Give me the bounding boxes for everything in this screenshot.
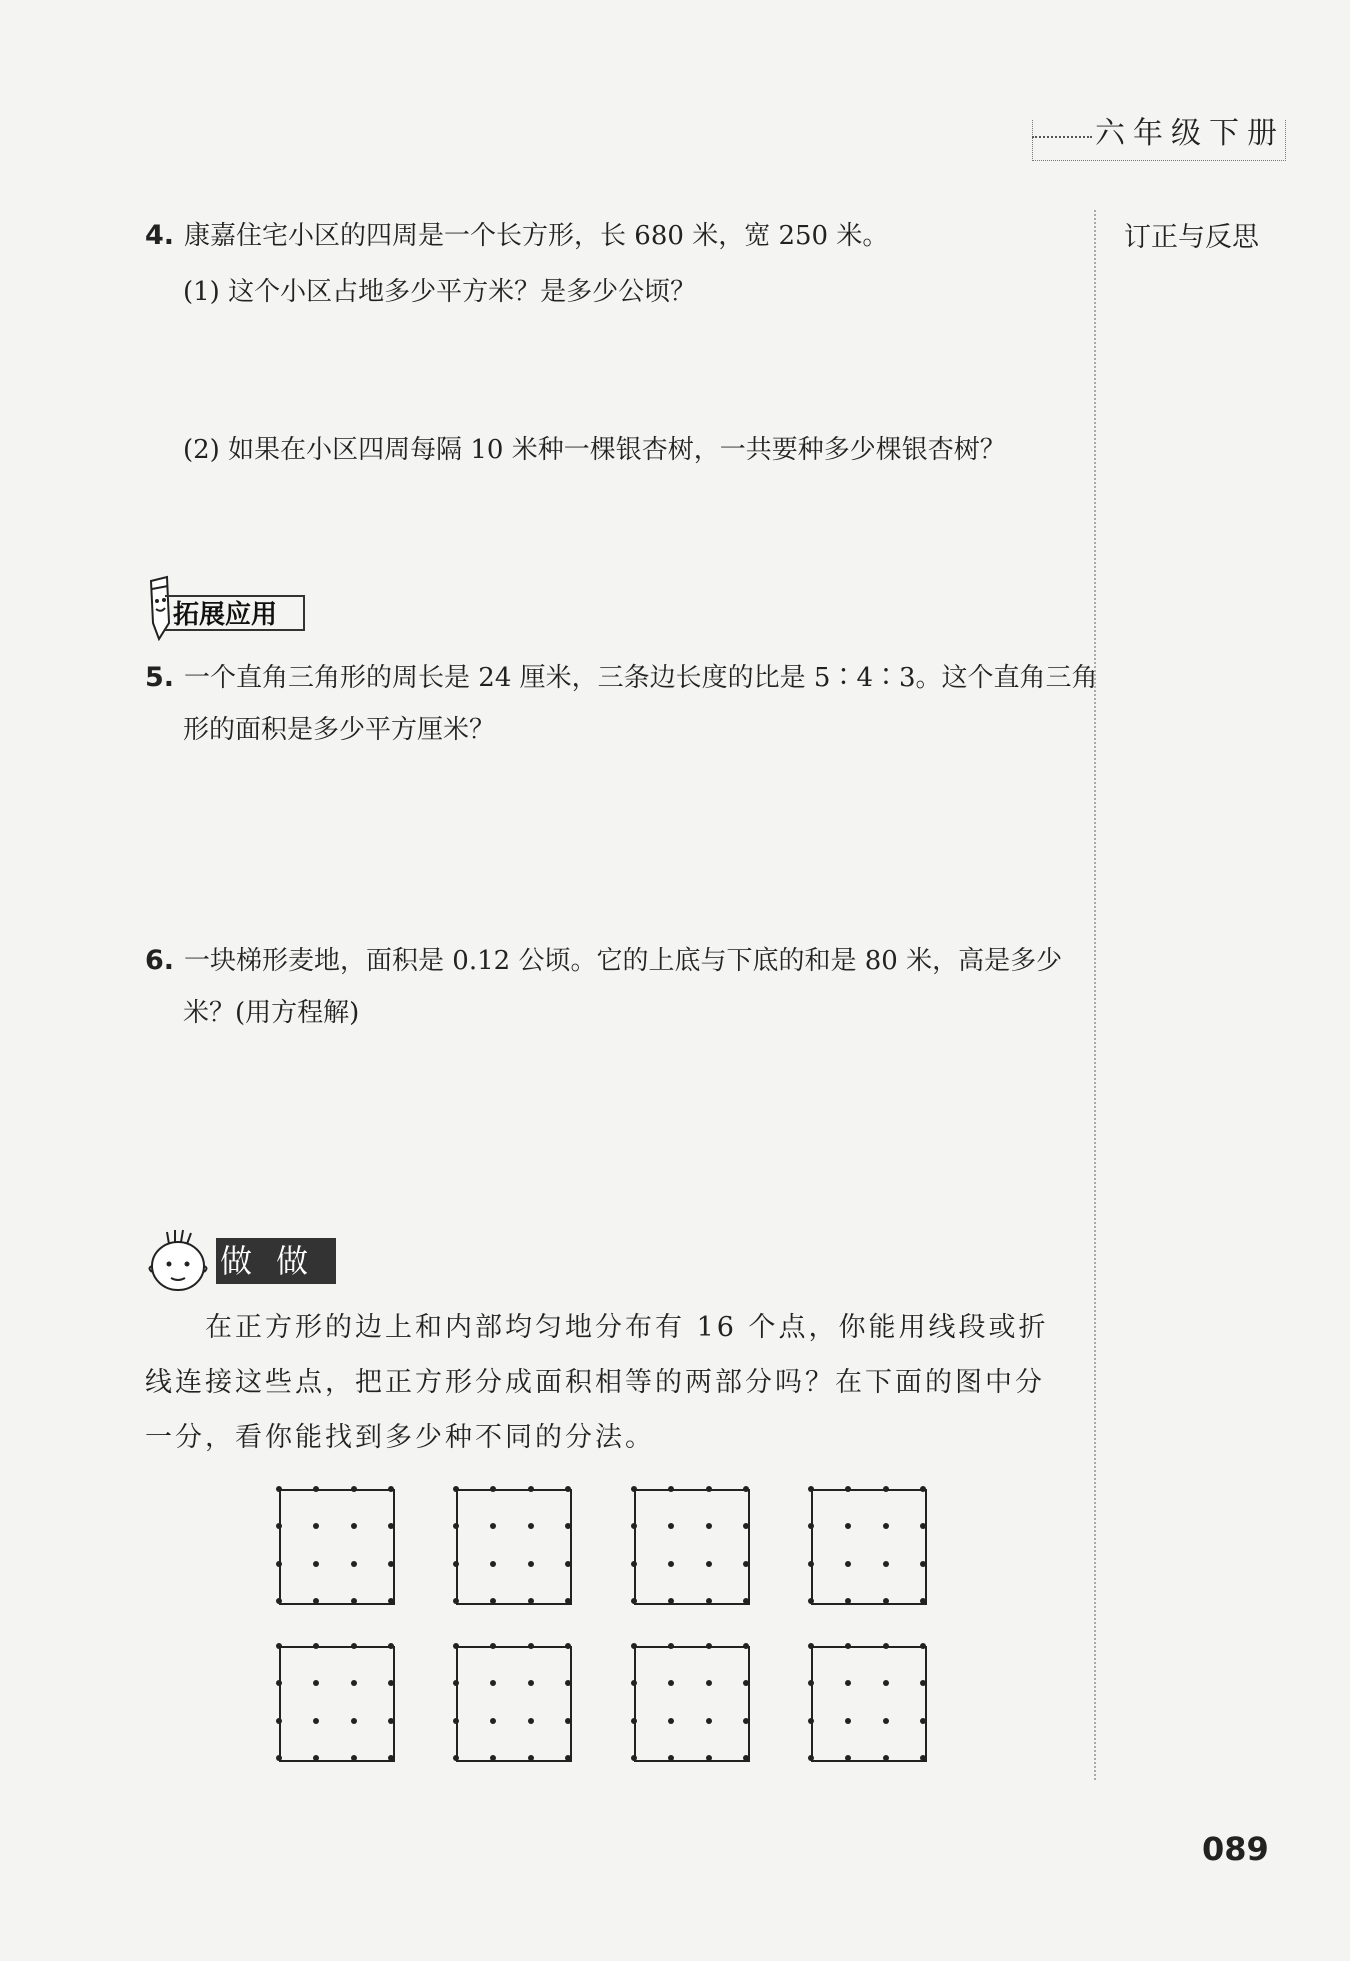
dot-grid-square[interactable] [634, 1489, 750, 1605]
grid-dot[interactable] [351, 1598, 357, 1604]
grid-dot[interactable] [920, 1680, 926, 1686]
grid-dot[interactable] [276, 1680, 282, 1686]
dot-grid-square[interactable] [279, 1489, 395, 1605]
dot-grid-square[interactable] [279, 1646, 395, 1762]
question-5 [145, 652, 1108, 756]
grid-dot[interactable] [528, 1486, 534, 1492]
grid-dot[interactable] [528, 1680, 534, 1686]
grid-dot[interactable] [351, 1643, 357, 1649]
section-tag-extension: 拓展应用 [165, 595, 305, 631]
grid-dot[interactable] [631, 1718, 637, 1724]
grid-dot[interactable] [490, 1598, 496, 1604]
grade-label: 六年级下册 [1095, 116, 1285, 151]
grid-dot[interactable] [528, 1755, 534, 1761]
grid-dot[interactable] [845, 1523, 851, 1529]
grid-dot[interactable] [845, 1598, 851, 1604]
grid-dot[interactable] [313, 1523, 319, 1529]
grid-dot[interactable] [845, 1680, 851, 1686]
grid-dot[interactable] [743, 1680, 749, 1686]
grid-dot[interactable] [668, 1598, 674, 1604]
grid-dot[interactable] [351, 1523, 357, 1529]
grid-dot[interactable] [351, 1718, 357, 1724]
grid-dot[interactable] [388, 1523, 394, 1529]
grid-dot[interactable] [388, 1598, 394, 1604]
dot-grid-square[interactable] [456, 1489, 572, 1605]
grid-dot[interactable] [313, 1486, 319, 1492]
grid-dot[interactable] [920, 1486, 926, 1492]
grid-dot[interactable] [313, 1680, 319, 1686]
grid-dot[interactable] [743, 1718, 749, 1724]
section-tag-do-it: 做做 [216, 1238, 336, 1284]
grid-dot[interactable] [845, 1718, 851, 1724]
grid-dot[interactable] [920, 1643, 926, 1649]
grid-dot[interactable] [808, 1486, 814, 1492]
grid-dot[interactable] [706, 1598, 712, 1604]
grid-dot[interactable] [743, 1561, 749, 1567]
grid-dot[interactable] [808, 1680, 814, 1686]
cartoon-face-icon [143, 1226, 213, 1296]
grid-dot[interactable] [631, 1523, 637, 1529]
question-4 [145, 210, 1065, 262]
grid-dot[interactable] [808, 1523, 814, 1529]
grid-dot[interactable] [490, 1755, 496, 1761]
question-6 [145, 935, 1108, 1039]
question-number: 4. [145, 220, 175, 251]
grid-dot[interactable] [388, 1486, 394, 1492]
grid-dot[interactable] [313, 1561, 319, 1567]
question-text: 一块梯形麦地，面积是 0.12 公顷。它的上底与下底的和是 80 米，高是多少米？(用方程解) [183, 946, 1063, 1028]
grid-dot[interactable] [920, 1755, 926, 1761]
grid-dot[interactable] [706, 1680, 712, 1686]
question-text: 康嘉住宅小区的四周是一个长方形，长 680 米，宽 250 米。 [184, 221, 889, 251]
grid-dot[interactable] [883, 1718, 889, 1724]
grid-dot[interactable] [490, 1718, 496, 1724]
grid-dot[interactable] [668, 1561, 674, 1567]
grid-dot[interactable] [313, 1643, 319, 1649]
grid-dot[interactable] [276, 1643, 282, 1649]
grid-dot[interactable] [743, 1598, 749, 1604]
grid-dot[interactable] [490, 1680, 496, 1686]
grid-dot[interactable] [668, 1718, 674, 1724]
grid-dot[interactable] [883, 1598, 889, 1604]
grid-dot[interactable] [631, 1680, 637, 1686]
grid-dot[interactable] [528, 1643, 534, 1649]
grid-dot[interactable] [453, 1561, 459, 1567]
grid-dot[interactable] [351, 1561, 357, 1567]
grid-dot[interactable] [453, 1598, 459, 1604]
grid-dot[interactable] [276, 1755, 282, 1761]
grid-dot[interactable] [565, 1486, 571, 1492]
grid-dot[interactable] [351, 1680, 357, 1686]
grid-dot[interactable] [565, 1755, 571, 1761]
grid-dot[interactable] [453, 1486, 459, 1492]
grid-dot[interactable] [565, 1718, 571, 1724]
grid-dot[interactable] [920, 1718, 926, 1724]
grid-dot[interactable] [706, 1718, 712, 1724]
grid-dot[interactable] [743, 1643, 749, 1649]
grid-dot[interactable] [490, 1523, 496, 1529]
grid-dot[interactable] [920, 1598, 926, 1604]
grid-dot[interactable] [883, 1680, 889, 1686]
grid-dot[interactable] [845, 1643, 851, 1649]
grid-dot[interactable] [706, 1523, 712, 1529]
grid-dot[interactable] [490, 1561, 496, 1567]
grid-dot[interactable] [276, 1598, 282, 1604]
grid-dot[interactable] [743, 1755, 749, 1761]
grid-dot[interactable] [743, 1523, 749, 1529]
grid-dot[interactable] [845, 1755, 851, 1761]
grid-dot[interactable] [565, 1643, 571, 1649]
grid-dot[interactable] [565, 1523, 571, 1529]
grid-dot[interactable] [706, 1561, 712, 1567]
grid-dot[interactable] [668, 1755, 674, 1761]
grid-dot[interactable] [453, 1755, 459, 1761]
grid-dot[interactable] [808, 1755, 814, 1761]
grid-dot[interactable] [706, 1755, 712, 1761]
grid-dot[interactable] [631, 1643, 637, 1649]
grid-dot[interactable] [313, 1598, 319, 1604]
grid-dot[interactable] [276, 1523, 282, 1529]
dot-grid-square[interactable] [811, 1646, 927, 1762]
grid-dot[interactable] [808, 1561, 814, 1567]
grid-dot[interactable] [453, 1643, 459, 1649]
grid-dot[interactable] [313, 1755, 319, 1761]
grid-dot[interactable] [453, 1680, 459, 1686]
grid-dot[interactable] [388, 1643, 394, 1649]
activity-instructions: 在正方形的边上和内部均匀地分布有 16 个点，你能用线段或折线连接这些点，把正方形分成面积相等的两部分吗？在下面的图中分一分，看你能找到多少种不同的分法。 [145, 1312, 1049, 1453]
grid-dot[interactable] [920, 1523, 926, 1529]
grid-dot[interactable] [631, 1598, 637, 1604]
grid-dot[interactable] [883, 1755, 889, 1761]
grid-dot[interactable] [631, 1486, 637, 1492]
grid-dot[interactable] [883, 1523, 889, 1529]
grid-dot[interactable] [743, 1486, 749, 1492]
grid-dot[interactable] [388, 1755, 394, 1761]
question-number: 6. [145, 945, 175, 976]
grid-dot[interactable] [668, 1486, 674, 1492]
question-4-part-1: (1) 这个小区占地多少平方米？是多少公顷？ [183, 277, 697, 307]
grid-dot[interactable] [808, 1718, 814, 1724]
grid-dot[interactable] [313, 1718, 319, 1724]
grid-dot[interactable] [808, 1643, 814, 1649]
grid-dot[interactable] [706, 1643, 712, 1649]
grid-dot[interactable] [565, 1598, 571, 1604]
grid-dot[interactable] [388, 1680, 394, 1686]
grid-dot[interactable] [528, 1523, 534, 1529]
grid-dot[interactable] [565, 1561, 571, 1567]
question-number: 5. [145, 662, 175, 693]
grid-dot[interactable] [351, 1755, 357, 1761]
grid-dot[interactable] [808, 1598, 814, 1604]
grid-dot[interactable] [883, 1561, 889, 1567]
grid-dot[interactable] [883, 1643, 889, 1649]
grid-dot[interactable] [528, 1718, 534, 1724]
grid-dot[interactable] [351, 1486, 357, 1492]
grid-dot[interactable] [845, 1561, 851, 1567]
grid-dot[interactable] [706, 1486, 712, 1492]
correction-column-title: 订正与反思 [1124, 222, 1259, 253]
grid-dot[interactable] [631, 1755, 637, 1761]
grid-dot[interactable] [490, 1643, 496, 1649]
header-dotted-line [1032, 136, 1092, 138]
grid-dot[interactable] [276, 1561, 282, 1567]
grid-dot[interactable] [631, 1561, 637, 1567]
grid-dot[interactable] [565, 1680, 571, 1686]
page-number: 089 [1202, 1830, 1269, 1868]
dot-grid-square[interactable] [811, 1489, 927, 1605]
question-text: 一个直角三角形的周长是 24 厘米，三条边长度的比是 5∶4∶3。这个直角三角形的面积是多少平方厘米？ [183, 663, 1098, 745]
grid-dot[interactable] [490, 1486, 496, 1492]
dot-grid-square[interactable] [634, 1646, 750, 1762]
grid-dot[interactable] [528, 1598, 534, 1604]
grid-dot[interactable] [668, 1523, 674, 1529]
grid-dot[interactable] [276, 1718, 282, 1724]
dot-grid-square[interactable] [456, 1646, 572, 1762]
question-4-part-2: (2) 如果在小区四周每隔 10 米种一棵银杏树，一共要种多少棵银杏树？ [183, 435, 1006, 465]
grid-dot[interactable] [453, 1718, 459, 1724]
grid-dot[interactable] [276, 1486, 282, 1492]
grid-dot[interactable] [388, 1561, 394, 1567]
grid-dot[interactable] [528, 1561, 534, 1567]
grid-dot[interactable] [453, 1523, 459, 1529]
grid-dot[interactable] [388, 1718, 394, 1724]
grid-dot[interactable] [668, 1680, 674, 1686]
grid-dot[interactable] [668, 1643, 674, 1649]
grid-dot[interactable] [920, 1561, 926, 1567]
grid-dot[interactable] [883, 1486, 889, 1492]
grid-dot[interactable] [845, 1486, 851, 1492]
